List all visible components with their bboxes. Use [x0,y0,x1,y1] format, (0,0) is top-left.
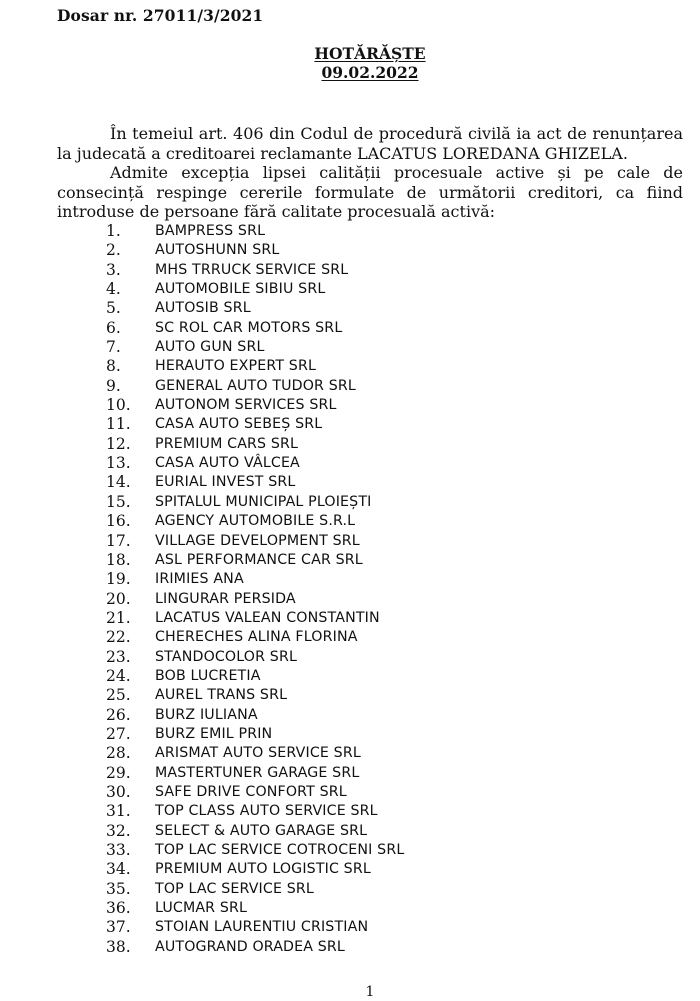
creditor-name: STANDOCOLOR SRL [155,648,298,665]
list-item-number: 24. [106,666,131,685]
list-item-number: 1. [106,222,121,240]
list-item-number: 6. [106,318,121,337]
list-item-number: 29. [106,763,131,782]
list-item-number: 23. [106,647,131,666]
list-item-number: 34. [106,860,131,879]
list-item-number: 17. [106,531,131,550]
list-item-number: 3. [106,260,121,279]
list-item-number: 26. [106,705,131,724]
list-item-number: 7. [106,338,121,357]
creditor-name: AUTOGRAND ORADEA SRL [155,938,345,955]
creditor-name: AUTO GUN SRL [155,339,265,356]
list-item-number: 32. [106,821,131,840]
creditor-name: STOIAN LAURENTIU CRISTIAN [155,919,369,936]
creditor-name: GENERAL AUTO TUDOR SRL [155,377,356,394]
decision-heading: HOTĂRĂȘTE [314,44,426,63]
list-item-number: 8. [106,357,121,376]
list-item-number: 33. [106,841,131,859]
creditor-name: AGENCY AUTOMOBILE S.R.L [155,513,356,530]
creditor-name: BOB LUCRETIA [155,667,261,684]
list-item-number: 13. [106,454,131,473]
creditor-name: EURIAL INVEST SRL [155,474,296,491]
paragraph-exception: Admite excepția lipsei calității procesuale active și pe cale de consecință respinge cererile formulate de următorii creditori, ca fiind introduse de persoane fără calitate procesuală activă: [57,163,683,221]
creditor-name: ARISMAT AUTO SERVICE SRL [155,745,361,762]
creditor-name: MHS TRRUCK SERVICE SRL [155,261,349,278]
creditor-name: PREMIUM CARS SRL [155,435,299,452]
creditor-name: SPITALUL MUNICIPAL PLOIEȘTI [155,493,372,510]
creditor-name: AUTOSHUNN SRL [155,242,280,259]
creditor-name: SELECT & AUTO GARAGE SRL [155,822,368,839]
creditor-name: AUREL TRANS SRL [155,687,288,704]
creditor-name: ASL PERFORMANCE CAR SRL [155,551,363,568]
list-item-number: 14. [106,473,131,492]
creditor-name: BURZ EMIL PRIN [155,725,273,742]
creditor-name: BURZ IULIANA [155,706,258,723]
list-item-number: 11. [106,415,131,434]
creditor-name: VILLAGE DEVELOPMENT SRL [155,532,360,549]
list-item-number: 30. [106,782,131,801]
list-item-number: 20. [106,589,131,608]
list-item-number: 28. [106,744,131,763]
creditor-name: PREMIUM AUTO LOGISTIC SRL [155,861,371,878]
creditor-name: TOP LAC SERVICE SRL [155,880,314,897]
list-item-number: 12. [106,434,131,453]
creditor-name: LINGURAR PERSIDA [155,590,296,607]
creditor-name: BAMPRESS SRL [155,223,266,239]
list-item-number: 5. [106,299,121,318]
list-item-number: 38. [106,937,131,956]
list-item-number: 16. [106,512,131,531]
title-block [0,44,700,82]
case-number: Dosar nr. 27011/3/2021 [57,6,264,25]
list-item-number: 15. [106,492,131,511]
creditor-name: CASA AUTO VÂLCEA [155,455,300,472]
paragraph-withdrawal: În temeiul art. 406 din Codul de procedură civilă ia act de renunțarea la judecată a creditoarei reclamante LACATUS LOREDANA GHIZELA. [57,124,683,163]
list-item-number: 19. [106,570,131,589]
list-item-number: 31. [106,802,131,821]
creditor-name: SC ROL CAR MOTORS SRL [155,319,343,336]
creditor-name: CASA AUTO SEBEȘ SRL [155,416,323,433]
creditor-name: CHERECHES ALINA FLORINA [155,629,358,646]
list-item-number: 36. [106,899,131,918]
creditor-name: MASTERTUNER GARAGE SRL [155,764,360,781]
list-item-number: 25. [106,686,131,705]
page-number: 1 [365,984,375,1000]
creditor-name: HERAUTO EXPERT SRL [155,358,317,375]
decision-date: 09.02.2022 [321,63,419,82]
creditor-name: AUTOSIB SRL [155,300,251,317]
creditor-name: AUTOMOBILE SIBIU SRL [155,281,326,298]
list-item-number: 22. [106,628,131,647]
list-item-number: 37. [106,918,131,937]
creditor-name: TOP CLASS AUTO SERVICE SRL [155,803,378,820]
list-item-number: 4. [106,280,121,299]
list-item-number: 9. [106,376,121,395]
creditor-name: LUCMAR SRL [155,900,248,917]
creditor-name: TOP LAC SERVICE COTROCENI SRL [155,842,405,858]
list-item-number: 35. [106,879,131,898]
list-item-number: 18. [106,550,131,569]
list-item-number: 2. [106,241,121,260]
list-item-number: 27. [106,724,131,743]
list-item-number: 21. [106,608,131,627]
creditor-name: AUTONOM SERVICES SRL [155,397,337,414]
creditor-name: SAFE DRIVE CONFORT SRL [155,783,347,800]
creditor-name: IRIMIES ANA [155,571,244,588]
list-item-number: 10. [106,396,131,415]
creditor-name: LACATUS VALEAN CONSTANTIN [155,609,380,626]
